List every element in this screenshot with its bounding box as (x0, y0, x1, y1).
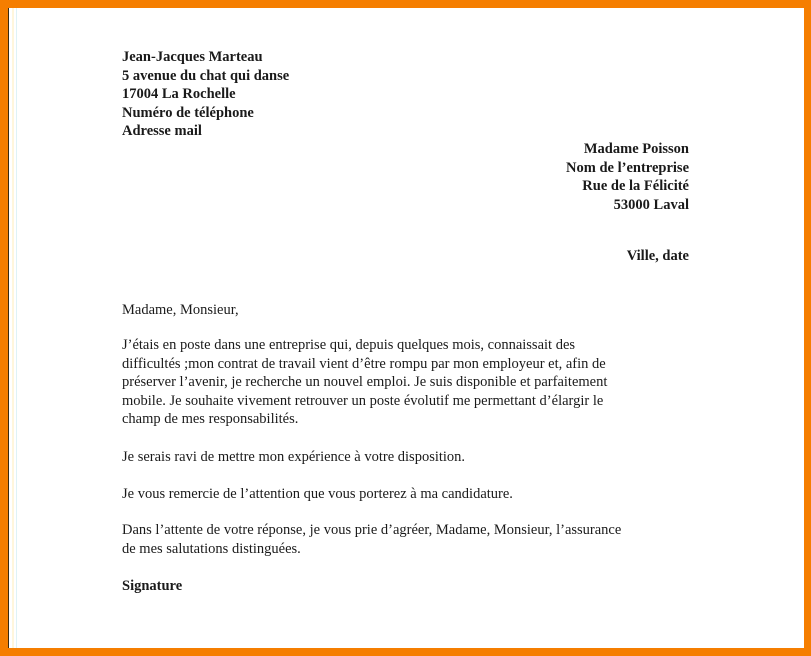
paragraph-line: champ de mes responsabilités. (122, 411, 299, 427)
paragraph-2 (122, 448, 702, 467)
paragraph-3 (122, 485, 702, 504)
recipient-city: 53000 Laval (613, 196, 689, 213)
paragraph-line: mobile. Je souhaite vivement retrouver un poste évolutif me permettant d’élargir le (122, 392, 604, 409)
sender-address-block (122, 48, 289, 141)
paragraph-line: préserver l’avenir, je recherche un nouvel emploi. Je suis disponible et parfaitement (122, 374, 608, 390)
paragraph-1 (122, 336, 702, 429)
paragraph-line: difficultés ;mon contrat de travail vient d’être rompu par mon employeur et, afin de (122, 355, 606, 372)
recipient-street: Rue de la Félicité (582, 178, 689, 194)
paragraph-line: Je vous remercie de l’attention que vous porterez à ma candidature. (122, 486, 513, 502)
paragraph-line: Je serais ravi de mettre mon expérience à votre disposition. (122, 449, 466, 465)
sender-city: 17004 La Rochelle (122, 86, 236, 102)
sender-email: Adresse mail (122, 123, 202, 139)
sender-street: 5 avenue du chat qui danse (122, 67, 290, 84)
recipient-address-block (566, 140, 689, 214)
salutation: Madame, Monsieur, (122, 302, 239, 318)
recipient-name: Madame Poisson (583, 141, 689, 157)
paragraph-line: J’étais en poste dans une entreprise qui, depuis quelques mois, connaissait des (122, 337, 576, 353)
paragraph-line: Dans l’attente de votre réponse, je vous prie d’agréer, Madame, Monsieur, l’assurance (122, 522, 622, 538)
paragraph-line: de mes salutations distinguées. (122, 540, 301, 557)
recipient-company: Nom de l’entreprise (566, 159, 689, 176)
place-date: Ville, date (626, 248, 689, 264)
signature: Signature (122, 578, 183, 594)
sender-phone: Numéro de téléphone (122, 104, 254, 121)
sender-name: Jean-Jacques Marteau (122, 49, 263, 65)
paragraph-4 (122, 521, 702, 558)
